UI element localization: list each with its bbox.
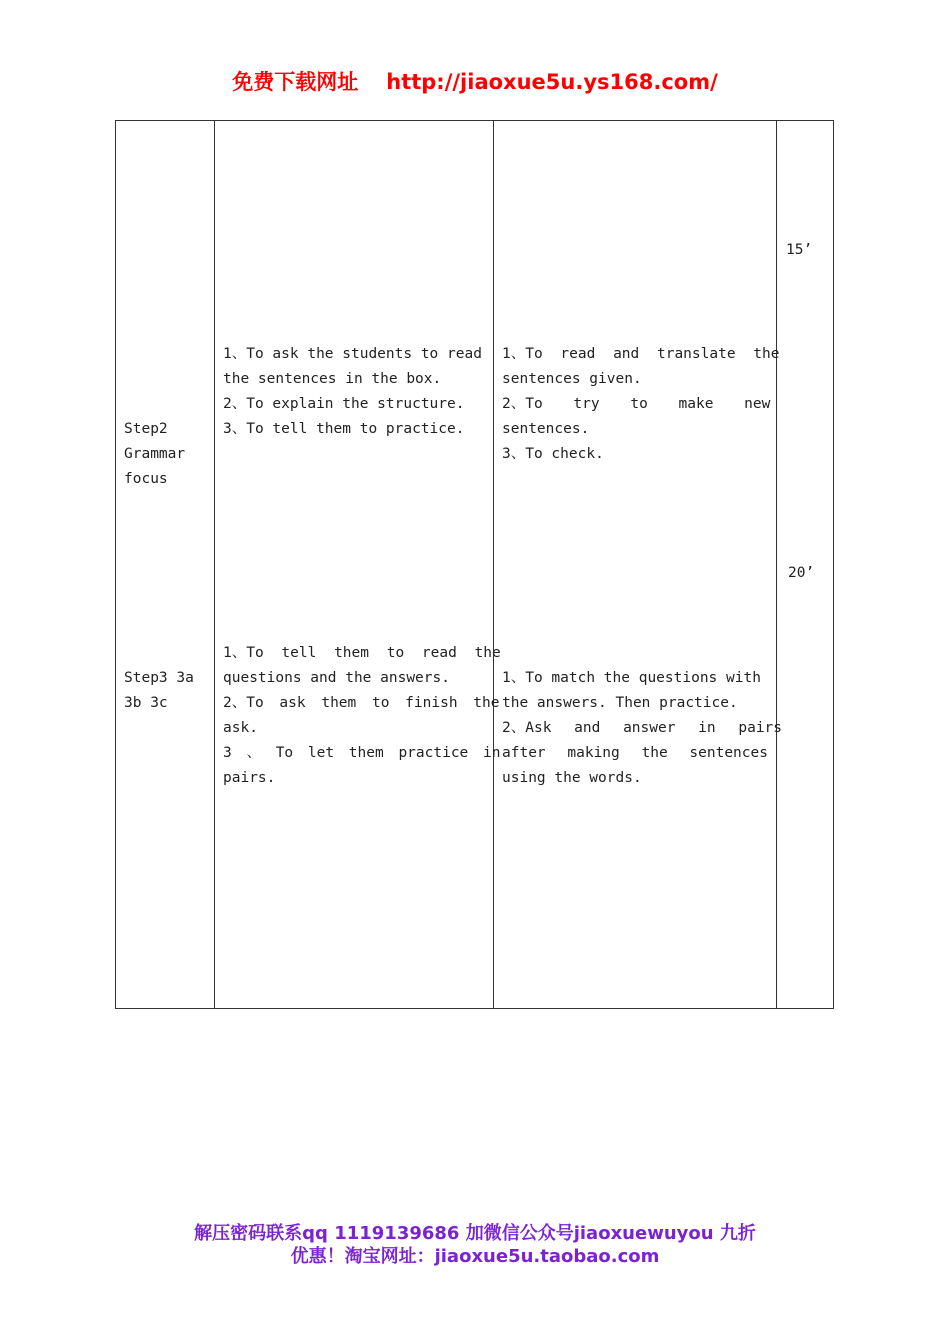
footer-shop-line: 优惠！淘宝网址：jiaoxue5u.taobao.com [290, 1246, 660, 1267]
step-line: Grammar [124, 446, 186, 462]
student-line: 2、Ask and answer in pairs [502, 720, 783, 736]
teacher-line: ask. [223, 720, 258, 736]
step-line: 3b 3c [124, 695, 168, 711]
teacher-line: 3 、 To let them practice in [223, 745, 501, 761]
student-activity-cell [502, 666, 783, 791]
student-line: sentences. [502, 421, 590, 437]
column-divider [776, 121, 777, 1008]
time-value: 20’ [788, 565, 815, 581]
student-activity-cell [502, 342, 780, 467]
column-divider [214, 121, 215, 1008]
time-cell [786, 238, 812, 263]
student-line: the answers. Then practice. [502, 695, 738, 711]
time-value: 15’ [786, 242, 813, 258]
student-line: using the words. [502, 770, 642, 786]
download-label: 免费下载网址 [232, 70, 359, 94]
column-divider [493, 121, 494, 1008]
student-line: after making the sentences [502, 745, 768, 761]
step-cell [124, 666, 194, 716]
teacher-activity-cell [223, 641, 501, 791]
step-line: Step3 3a [124, 670, 194, 686]
page-header [0, 66, 950, 96]
step-line: Step2 [124, 421, 168, 437]
step-cell [124, 417, 185, 492]
teacher-line: the sentences in the box. [223, 371, 442, 387]
teacher-line: 2、To explain the structure. [223, 396, 465, 412]
download-url-link[interactable]: http://jiaoxue5u.ys168.com/ [386, 70, 718, 94]
lesson-plan-table [115, 120, 834, 1009]
student-line: 1、To match the questions with [502, 670, 761, 686]
footer-contact-line: 解压密码联系qq 1119139686 加微信公众号jiaoxuewuyou 九折 [194, 1223, 756, 1244]
time-cell [788, 561, 814, 586]
teacher-line: 1、To ask the students to read [223, 346, 482, 362]
student-line: sentences given. [502, 371, 642, 387]
teacher-activity-cell [223, 342, 485, 442]
student-line: 2、To try to make new [502, 396, 771, 412]
teacher-line: 1、To tell them to read the [223, 645, 501, 661]
teacher-line: 3、To tell them to practice. [223, 421, 465, 437]
teacher-line: pairs. [223, 770, 276, 786]
step-line: focus [124, 471, 168, 487]
teacher-line: questions and the answers. [223, 670, 450, 686]
student-line: 1、To read and translate the [502, 346, 780, 362]
student-line: 3、To check. [502, 446, 604, 462]
teacher-line: 2、To ask them to finish the [223, 695, 500, 711]
